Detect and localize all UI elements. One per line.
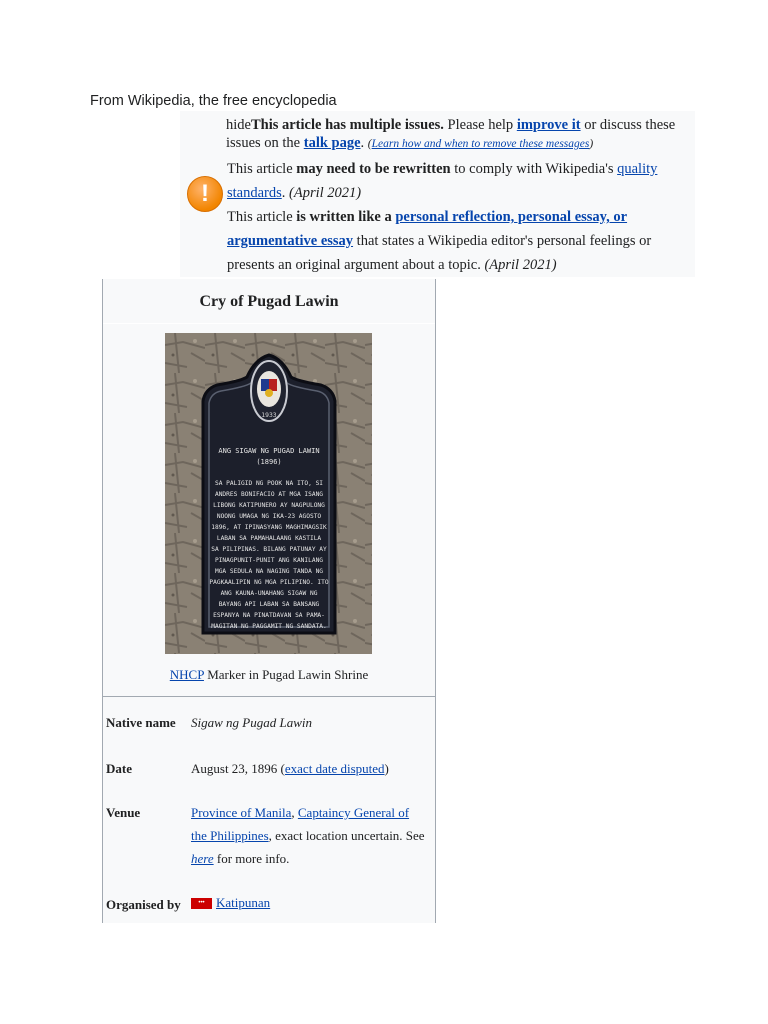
infobox-divider (103, 696, 435, 697)
plaque-line: LIBONG KATIPUNERO AY NAGPULONG (213, 502, 325, 509)
plaque-image (165, 333, 372, 654)
katipunan-flag-icon: ••• (191, 898, 212, 909)
quality-standards-link[interactable]: quality standards (227, 161, 658, 201)
issue-rewrite: This article may need to be rewritten to comply with Wikipedia's quality standards. (April 2021) (227, 161, 658, 201)
exact-date-disputed-link[interactable]: exact date disputed (284, 761, 385, 776)
multiple-issues-box (180, 111, 695, 277)
plaque-line: 1896, AT IPINASYANG MAGHIMAGSIK (211, 524, 327, 531)
province-of-manila-link[interactable]: Province of Manila (191, 805, 292, 820)
issue-date: (April 2021) (484, 257, 557, 273)
date-value: August 23, 1896 (exact date disputed) (191, 761, 389, 776)
marker-photo[interactable] (165, 333, 372, 654)
learn-remove-link[interactable]: Learn how and when to remove these messages (371, 138, 590, 150)
plaque-year: (1896) (256, 458, 282, 466)
captaincy-general-link[interactable]: Captaincy General of the Philippines (191, 805, 410, 843)
date-label: Date (106, 761, 132, 776)
site-tagline: From Wikipedia, the free encyclopedia (90, 93, 337, 109)
issues-header: hideThis article has multiple issues. Please help improve it or discuss these issues on the talk page. (Learn how and when to remove these messages) (226, 117, 676, 151)
plaque-line: PINAGPUNIT-PUNIT ANG KANILANG (214, 557, 324, 564)
personal-essay-link[interactable]: personal reflection, personal essay, or argumentative essay (227, 209, 628, 249)
plaque-line: BAYANG API LABAN SA BANSANG (218, 601, 320, 608)
infobox-title: Cry of Pugad Lawin (103, 279, 435, 323)
hide-toggle[interactable]: hide (226, 117, 251, 133)
nhcp-link[interactable]: NHCP (169, 667, 204, 682)
plaque-line: ESPANYA NA PINATDAVAN SA PAMA- (213, 612, 325, 619)
plaque-line: ANG KAUNA-UNAHANG SIGAW NG (220, 590, 318, 597)
infobox (102, 279, 436, 923)
plaque-line: ANDRES BONIFACIO AT MGA ISANG (214, 491, 324, 498)
issue-essay: This article is written like a personal reflection, personal essay, or argumentative essay that states a Wikipedia editor's personal feelings or presents an original argument about a topic. (April 2021) (227, 209, 652, 273)
native-name-label: Native name (106, 715, 176, 730)
plaque-line: LABAN SA PAMAHALAANG KASTILA (216, 535, 322, 542)
plaque-seal-year: 1933 (261, 412, 277, 419)
exclamation-icon: ! (187, 176, 223, 212)
venue-label: Venue (106, 805, 141, 820)
issues-title: This article has multiple issues. (250, 117, 444, 133)
talk-page-link[interactable]: talk page (303, 135, 361, 151)
plaque-title: ANG SIGAW NG PUGAD LAWIN (218, 447, 320, 455)
venue-value: Province of Manila, Captaincy General of the Philippines, exact location uncertain. See here for more info. (191, 805, 425, 866)
plaque-line: MGA SEDULA NA NAGING TANDA NG (214, 568, 324, 575)
issue-date: (April 2021) (289, 185, 362, 201)
plaque-line: SA PILIPINAS. BILANG PATUNAY AY (211, 546, 327, 553)
plaque-line: NOONG UMAGA NG IKA-23 AGOSTO (216, 513, 322, 520)
organised-by-label: Organised by (106, 897, 181, 912)
here-link[interactable]: here (191, 851, 214, 866)
plaque-line: MAGITAN NG PAGGAMIT NG SANDATA. (211, 623, 327, 630)
katipunan-link[interactable]: Katipunan (216, 895, 271, 910)
improve-it-link[interactable]: improve it (516, 117, 581, 133)
organised-by-value (191, 891, 426, 914)
image-caption: NHCP Marker in Pugad Lawin Shrine (169, 667, 369, 682)
plaque-line: SA PALIGID NG POOK NA ITO, SI (214, 480, 324, 487)
plaque-line: PAGKAALIPIN NG MGA PILIPINO. ITO (209, 579, 329, 586)
native-name-value: Sigaw ng Pugad Lawin (191, 715, 312, 730)
